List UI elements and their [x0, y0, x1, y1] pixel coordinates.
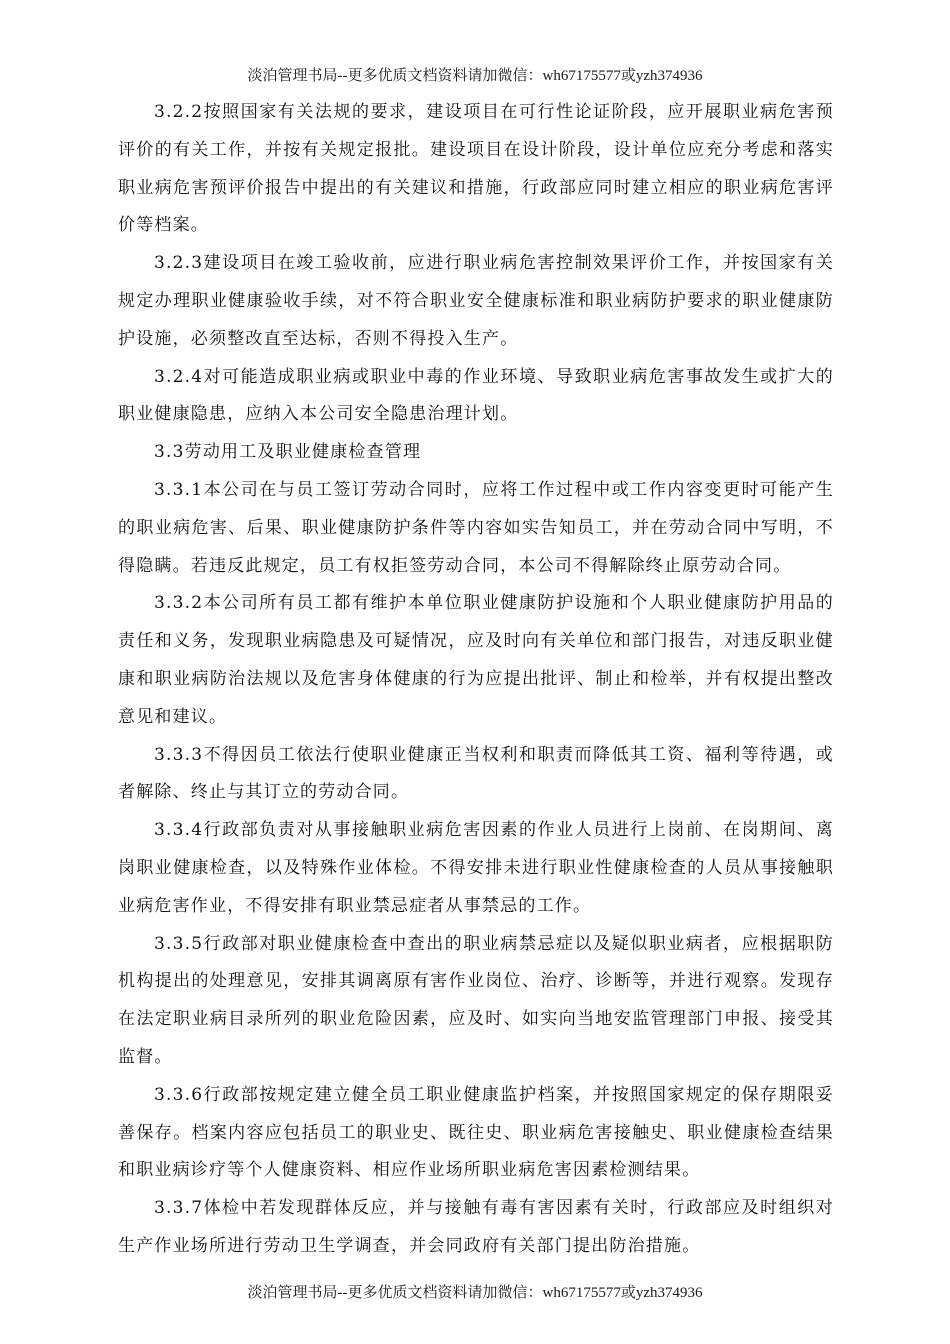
document-body [118, 94, 834, 1266]
page-footer: 淡泊管理书局--更多优质文档资料请加微信：wh67175577或yzh374936 [247, 1285, 703, 1301]
paragraph-3-3-7: 3.3.7体检中若发现群体反应，并与接触有毒有害因素有关时，行政部应及时组织对生产作业场所进行劳动卫生学调查，并会同政府有关部门提出防治措施。 [118, 1198, 834, 1256]
paragraph-3-3-1: 3.3.1本公司在与员工签订劳动合同时，应将工作过程中或工作内容变更时可能产生的职业病危害、后果、职业健康防护条件等内容如实告知员工，并在劳动合同中写明，不得隐瞒。若违反此规定，员工有权拒签劳动合同，本公司不得解除终止原劳动合同。 [118, 479, 834, 576]
paragraph-3-3-2: 3.3.2本公司所有员工都有维护本单位职业健康防护设施和个人职业健康防护用品的责任和义务，发现职业病隐患及可疑情况，应及时向有关单位和部门报告，对违反职业健康和职业病防治法规以及危害身体健康的行为应提出批评、制止和检举，并有权提出整改意见和建议。 [118, 593, 834, 727]
paragraph-3-3-4: 3.3.4行政部负责对从事接触职业病危害因素的作业人员进行上岗前、在岗期间、离岗职业健康检查，以及特殊作业体检。不得安排未进行职业性健康检查的人员从事接触职业病危害作业，不得安排有职业禁忌症者从事禁忌的工作。 [118, 820, 834, 916]
paragraph-3-2-3: 3.2.3建设项目在竣工验收前，应进行职业病危害控制效果评价工作，并按国家有关规定办理职业健康验收手续，对不符合职业安全健康标准和职业病防护要求的职业健康防护设施，必须整改直至达标，否则不得投入生产。 [118, 253, 834, 349]
paragraph-3-3-3: 3.3.3不得因员工依法行使职业健康正当权利和职责而降低其工资、福利等待遇，或者解除、终止与其订立的劳动合同。 [118, 744, 834, 803]
paragraph-3-3-6: 3.3.6行政部按规定建立健全员工职业健康监护档案，并按照国家规定的保存期限妥善保存。档案内容应包括员工的职业史、既往史、职业病危害接触史、职业健康检查结果和职业病诊疗等个人健康资料、相应作业场所职业病危害因素检测结果。 [118, 1084, 834, 1181]
paragraph-3-2-4: 3.2.4对可能造成职业病或职业中毒的作业环境、导致职业病危害事故发生或扩大的职业健康隐患，应纳入本公司安全隐患治理计划。 [118, 366, 834, 425]
paragraph-3-3-5: 3.3.5行政部对职业健康检查中查出的职业病禁忌症以及疑似职业病者，应根据职防机构提出的处理意见，安排其调离原有害作业岗位、治疗、诊断等，并进行观察。发现存在法定职业病目录所列的职业危险因素，应及时、如实向当地安监管理部门申报、接受其监督。 [118, 933, 834, 1067]
section-heading-3-3: 3.3劳动用工及职业健康检查管理 [154, 442, 422, 463]
paragraph-3-2-2: 3.2.2按照国家有关法规的要求，建设项目在可行性论证阶段，应开展职业病危害预评价的有关工作，并按有关规定报批。建设项目在设计阶段，设计单位应充分考虑和落实职业病危害预评价报告中提出的有关建议和措施，行政部应同时建立相应的职业病危害评价等档案。 [118, 102, 834, 236]
page-header: 淡泊管理书局--更多优质文档资料请加微信：wh67175577或yzh374936 [247, 68, 703, 84]
